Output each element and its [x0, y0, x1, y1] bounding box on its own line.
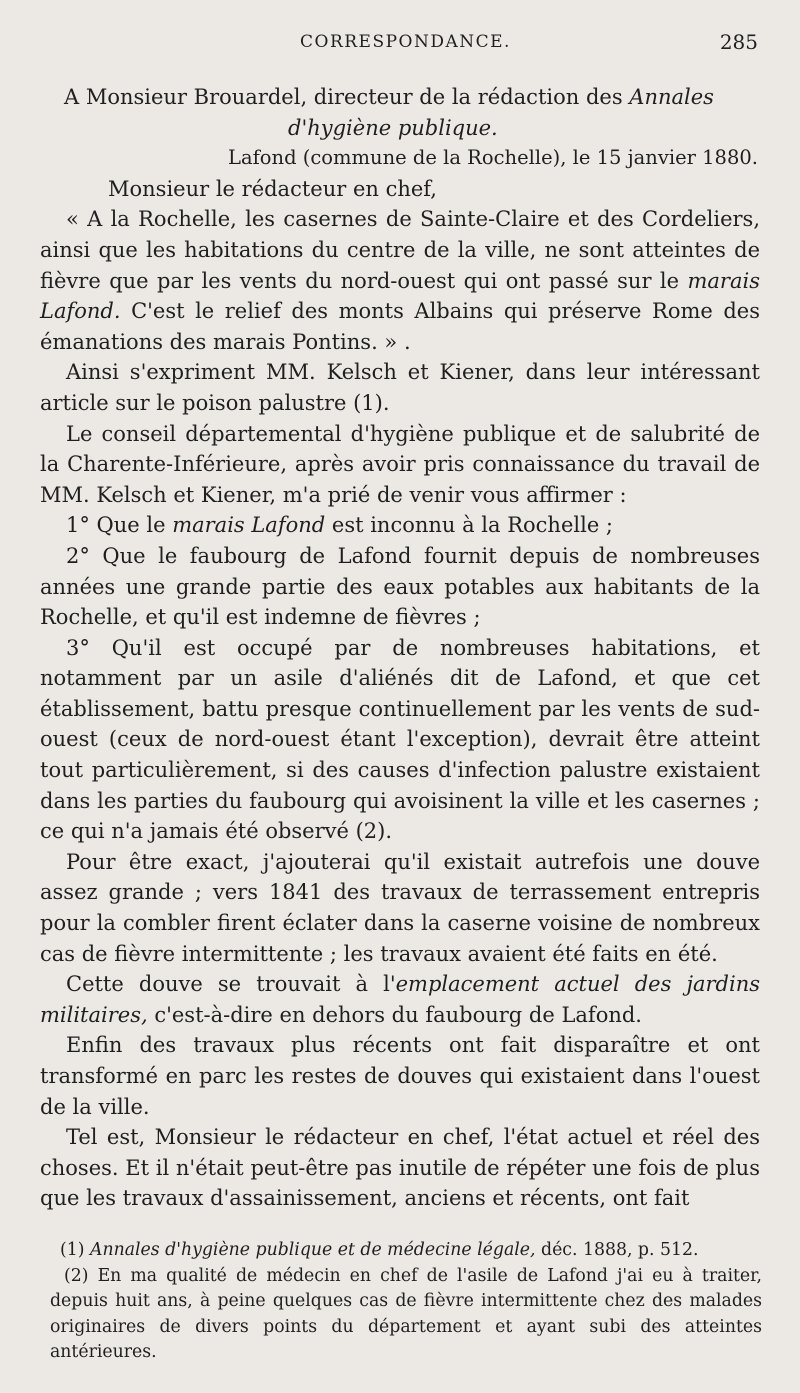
text-span: Cette douve se trouvait à l' — [66, 972, 396, 997]
paragraph: Ainsi s'expriment MM. Kelsch et Kiener, dans leur intéressant article sur le poison palustre (1). — [40, 360, 760, 415]
italic-span: marais Lafond. — [40, 268, 760, 324]
place-date-line: Lafond (commune de la Rochelle), le 15 janvier 1880. — [228, 146, 758, 170]
italic-span: marais Lafond — [172, 513, 326, 538]
text-span: 1° Que le — [66, 513, 173, 538]
salutation: Monsieur le rédacteur en chef, — [108, 176, 437, 201]
letter-body — [40, 82, 760, 1214]
address-text: A Monsieur Brouardel, directeur de la rédaction des — [64, 85, 630, 109]
italic-span: emplacement actuel des jardins militaires, — [40, 972, 760, 1027]
page-number: 285 — [719, 30, 758, 54]
footnote-marker: (1) — [60, 1240, 90, 1260]
paragraph: Le conseil départemental d'hygiène publique et de salubrité de la Charente-Inférieure, après avoir pris connaissance du travail de MM. Kelsch et Kiener, m'a prié de venir vous affirmer : — [40, 421, 760, 507]
running-title: CORRESPONDANCE. — [300, 32, 511, 52]
running-header — [0, 28, 800, 58]
list-item-2: 2° Que le faubourg de Lafond fournit depuis de nombreuses années une grande partie des eaux potables aux habitants de la Rochelle, et qu'il est indemne de fièvres ; — [40, 543, 760, 630]
text-span: déc. 1888, p. 512. — [535, 1240, 699, 1260]
italic-span: Annales d'hygiène publique et de médecine légale, — [89, 1240, 536, 1260]
list-item-3: 3° Qu'il est occupé par de nombreuses habitations, et notamment par un asile d'aliénés dit de Lafond, et que cet établissement, battu presque continuellement par les vents de sud-ouest (ceux de nord-ouest étant l'exception), devrait être atteint tout particulièrement, si des causes d'infection palustre existaient dans les parties du faubourg qui avoisinent la ville et les casernes ; ce qui n'a jamais été observé (2). — [40, 635, 760, 844]
address-line-1 — [40, 82, 760, 113]
footnote-2: (2) En ma qualité de médecin en chef de l'asile de Lafond j'ai eu à traiter, depuis huit ans, à peine quelques cas de fièvre intermittente chez des malades originaires de divers points du département et ayant subi des atteintes antérieures. — [50, 1265, 762, 1362]
text-span: c'est-à-dire en dehors du faubourg de Lafond. — [147, 1002, 642, 1027]
text-span: est inconnu à la Rochelle ; — [325, 513, 613, 538]
paragraph: Pour être exact, j'ajouterai qu'il existait autrefois une douve assez grande ; vers 1841 des travaux de terrassement entrepris pour la combler firent éclater dans la caserne voisine de nombreux cas de fièvre intermittente ; les travaux avaient été faits en été. — [40, 849, 760, 966]
address-journal-title: Annales — [629, 85, 714, 109]
address-line-2: d'hygiène publique. — [288, 115, 498, 140]
text-span: C'est le relief des monts Albains qui préserve Rome des émanations des marais Pontins. » . — [40, 299, 760, 354]
paragraph: Enfin des travaux plus récents ont fait disparaître et ont transformé en parc les restes de douves qui existaient dans l'ouest de la ville. — [40, 1033, 760, 1119]
text-span: « A la Rochelle, les casernes de Sainte-Claire et des Cordeliers, ainsi que les habitations du centre de la ville, ne sont atteintes de fièvre que par les vents du nord-ouest qui ont passé sur le — [40, 207, 760, 293]
footnote-1 — [50, 1238, 762, 1264]
list-item-1 — [40, 510, 760, 541]
paragraph: Tel est, Monsieur le rédacteur en chef, l'état actuel et réel des choses. Et il n'était peut-être pas inutile de répéter une fois de plus que les travaux d'assainissement, anciens et récents, ont fait — [40, 1125, 760, 1211]
paragraph-quote — [40, 204, 760, 357]
paragraph — [40, 969, 760, 1030]
footnotes — [50, 1238, 762, 1366]
